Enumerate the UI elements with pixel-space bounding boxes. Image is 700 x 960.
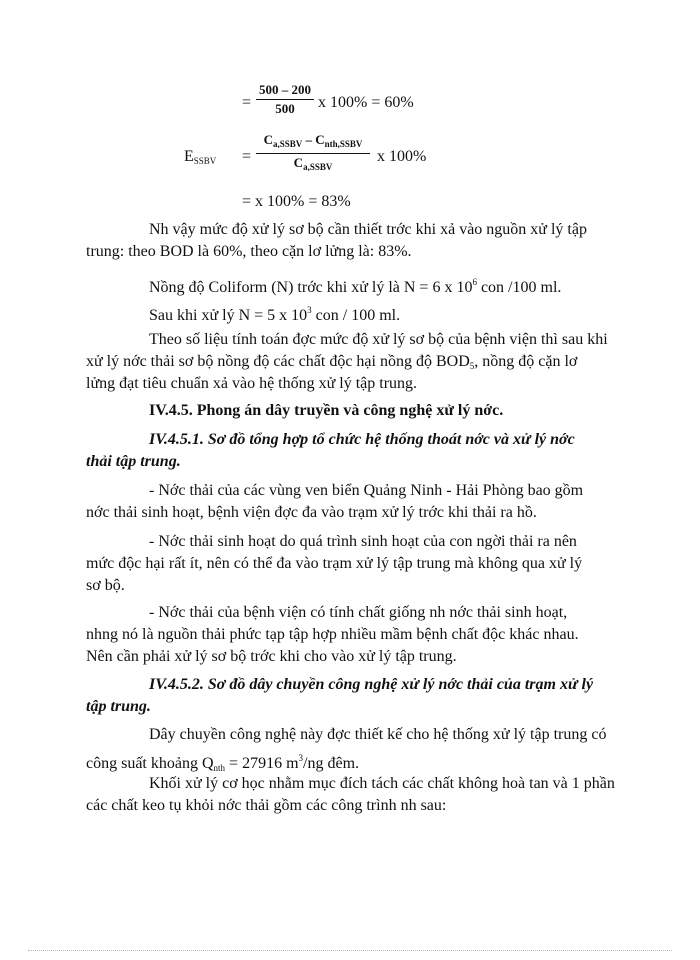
section-heading-4-4-5: IV.4.5. Phong án dây truyền và công nghệ xử lý nớc. — [149, 402, 504, 419]
bullet-3-line-1: - Nớc thải của bệnh viện có tính chất giống nh nớc thải sinh hoạt, — [149, 604, 568, 621]
bullet-2-line-2: mức độc hại rất ít, nên có thể đa vào trạm xử lý tập trung mà không qua xử lý — [86, 555, 583, 572]
formula-1-result: x 100% = 60% — [318, 94, 414, 111]
bullet-2-line-3: sơ bộ. — [86, 577, 125, 594]
para-4-line-1: Theo số liệu tính toán đợc mức độ xử lý sơ bộ của bệnh viện thì sau khi — [149, 331, 608, 348]
subsection-heading-4-4-5-2-line-2: tập trung. — [86, 698, 151, 715]
efficiency-symbol: E — [184, 148, 194, 165]
fraction-2-bar — [256, 153, 370, 154]
para-1-line-2: trung: theo BOD là 60%, theo cặn lơ lửng là: 83%. — [86, 243, 412, 260]
subsection-heading-4-4-5-2-line-1: IV.4.5.2. Sơ đồ dây chuyền công nghệ xử lý nớc thải của trạm xử lý — [149, 676, 594, 693]
subsection-heading-4-4-5-1-line-2: thải tập trung. — [86, 453, 181, 470]
fraction-2-denominator: $C_{a,SSBV}$ — [293, 155, 333, 172]
subsection-heading-4-4-5-1-line-1: IV.4.5.1. Sơ đồ tổng hợp tổ chức hệ thống thoát nớc và xử lý nớc — [149, 431, 575, 448]
para-5-line-1: Dây chuyền công nghệ này đợc thiết kế cho hệ thống xử lý tập trung có — [149, 726, 607, 743]
bullet-3-line-3: Nên cần phải xử lý sơ bộ trớc khi cho vào xử lý tập trung. — [86, 648, 457, 665]
bullet-3-line-2: nhng nó là nguồn thải phức tạp tập hợp nhiều mầm bệnh chất độc khác nhau. — [86, 626, 579, 643]
formula-2-label — [184, 147, 216, 171]
bullet-1-line-1: - Nớc thải của các vùng ven biển Quảng Ninh - Hải Phòng bao gồm — [149, 482, 584, 499]
page-bottom-border — [28, 950, 672, 951]
para-5-line-2: công suất khoảng $Q_{nth} = 27916$ $m^3/ng$ đêm. — [86, 753, 360, 773]
para-3: Sau khi xử lý N = 5 x $10^3$ con / 100 ml. — [149, 305, 401, 324]
formula-3: = x 100% = 83% — [242, 193, 351, 210]
equals-sign-2: = — [242, 148, 252, 165]
para-6-line-2: các chất keo tụ khỏi nớc thải gồm các công trình nh sau: — [86, 797, 447, 814]
fraction-1-denominator: 500 — [275, 101, 295, 116]
fraction-1 — [256, 83, 314, 116]
formula-2-tail: x 100% — [377, 148, 427, 165]
fraction-1-bar — [256, 99, 314, 100]
fraction-1-numerator: 500 – 200 — [259, 82, 311, 97]
para-1-line-1: Nh vậy mức độ xử lý sơ bộ cần thiết trớc khi xả vào nguồn xử lý tập — [149, 221, 587, 238]
para-2: Nồng độ Coliform (N) trớc khi xử lý là N = 6 x $10^6$ con /100 ml. — [149, 277, 562, 296]
efficiency-subscript: SSBV — [193, 156, 217, 166]
equals-sign-1: = — [242, 94, 252, 111]
bullet-1-line-2: nớc thải sinh hoạt, bệnh viện đợc đa vào trạm xử lý trớc khi thải ra hồ. — [86, 504, 537, 521]
para-4-line-3: lửng đạt tiêu chuẩn xả vào hệ thống xử lý tập trung. — [86, 375, 418, 392]
bullet-2-line-1: - Nớc thải sinh hoạt do quá trình sinh hoạt của con ngời thải ra nên — [149, 533, 577, 550]
fraction-2-numerator: $C_{a,SSBV} - C_{nth,SSBV}$ — [263, 132, 363, 149]
fraction-2 — [256, 133, 370, 174]
para-6-line-1: Khối xử lý cơ học nhằm mục đích tách các chất không hoà tan và 1 phần — [149, 775, 615, 792]
para-4-line-2: xử lý nớc thải sơ bộ nồng độ các chất độc hại nồng độ $BOD_5$, nồng độ cặn lơ — [86, 353, 578, 371]
